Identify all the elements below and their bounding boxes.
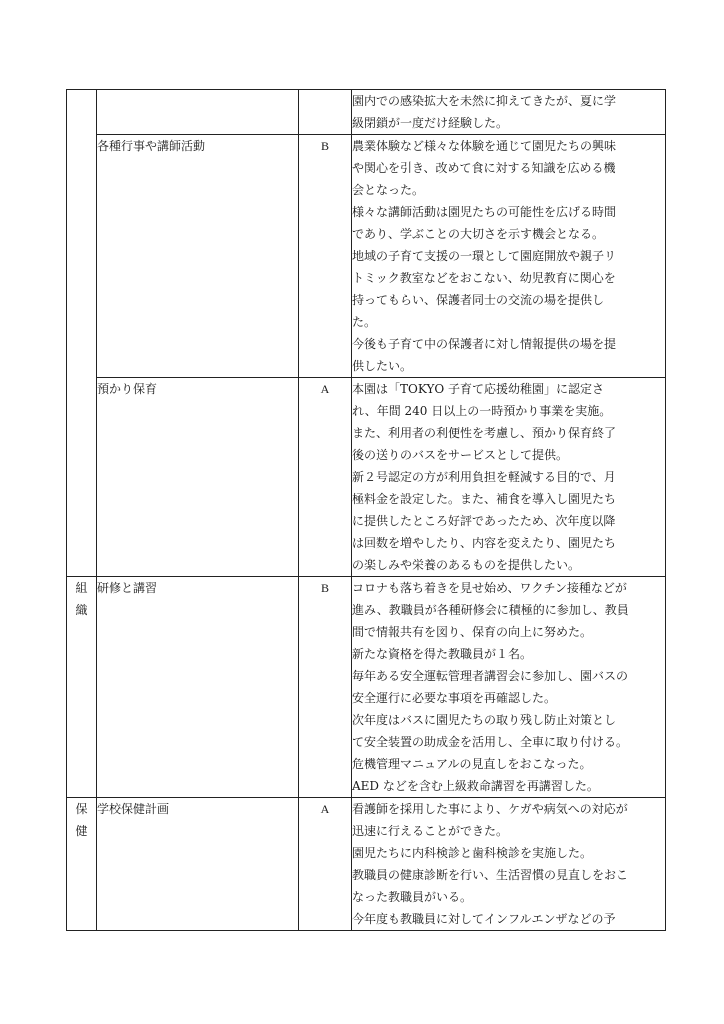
note-line: 危機管理マニュアルの見直しをおこなった。 [352, 757, 592, 771]
category-char: 織 [75, 603, 88, 617]
item-cell: 研修と講習 [97, 577, 299, 798]
note-line: 園内での感染拡大を未然に抑えてきたが、夏に学 [352, 94, 617, 108]
note-line: 級閉鎖が一度だけ経験した。 [352, 116, 509, 130]
note-line: 様々な講師活動は園児たちの可能性を広げる時間 [352, 205, 617, 219]
note-cell [352, 90, 666, 135]
note-line: に提供したところ好評であったため、次年度以降 [352, 514, 616, 528]
category-cell [67, 577, 97, 798]
table-row [67, 378, 666, 577]
grade-cell: B [299, 577, 352, 798]
table-row [67, 135, 666, 378]
note-line: 持ってもらい、保護者同士の交流の場を提供し [352, 293, 605, 307]
note-line: 極料金を設定した。また、補食を導入し園児たち [352, 492, 617, 506]
item-cell: 学校保健計画 [97, 798, 299, 931]
note-line: 園児たちに内科検診と歯科検診を実施した。 [352, 846, 593, 860]
grade-cell: B [299, 135, 352, 378]
note-line: 供したい。 [352, 359, 413, 373]
note-cell [352, 378, 666, 577]
item-cell: 預かり保育 [97, 378, 299, 577]
note-line: また、利用者の利便性を考慮し、預かり保育終了 [352, 426, 617, 440]
note-line: は回数を増やしたり、内容を変えたり、園児たち [352, 536, 617, 550]
note-line: や関心を引き、改めて食に対する知識を広める機 [352, 161, 616, 175]
note-line: 教職員の健康診断を行い、生活習慣の見直しをおこ [352, 868, 629, 882]
note-line: 後の送りのバスをサービスとして提供。 [352, 448, 569, 462]
note-line: 迅速に行えることができた。 [352, 824, 509, 838]
item-cell [97, 90, 299, 135]
note-cell [352, 798, 666, 931]
note-line: 本園は「TOKYO 子育て応援幼稚園」に認定さ [352, 382, 605, 396]
grade-cell [299, 90, 352, 135]
table-row [67, 798, 666, 931]
note-line: 毎年ある安全運転管理者講習会に参加し、園バスの [352, 669, 629, 683]
note-line: 安全運行に必要な事項を再確認した。 [352, 691, 557, 705]
note-line: なった教職員がいる。 [352, 890, 473, 904]
category-char: 組 [75, 581, 88, 595]
note-line: 今後も子育て中の保護者に対し情報提供の場を提 [352, 337, 617, 351]
note-line: AED などを含む上級救命講習を再講習した。 [352, 779, 599, 793]
evaluation-table [66, 89, 666, 931]
note-line: て安全装置の助成金を活用し、全車に取り付ける。 [352, 735, 629, 749]
note-line: 次年度はバスに園児たちの取り残し防止対策とし [352, 713, 617, 727]
note-cell [352, 577, 666, 798]
note-line: 会となった。 [352, 183, 425, 197]
note-line: 地域の子育て支援の一環として園庭開放や親子リ [352, 249, 617, 263]
note-line: トミック教室などをおこない、幼児教育に関心を [352, 271, 616, 285]
grade-cell: A [299, 798, 352, 931]
category-cell [67, 798, 97, 931]
item-cell: 各種行事や講師活動 [97, 135, 299, 378]
note-line: 新たな資格を得た教職員が１名。 [352, 647, 533, 661]
note-line: の楽しみや栄養のあるものを提供したい。 [352, 558, 581, 572]
note-line: 農業体験など様々な体験を通じて園児たちの興味 [352, 139, 617, 153]
note-line: 進み、教職員が各種研修会に積極的に参加し、教員 [352, 603, 629, 617]
grade-cell: A [299, 378, 352, 577]
category-cell-continued [67, 90, 97, 577]
note-line: た。 [352, 315, 377, 329]
table-row [67, 577, 666, 798]
category-char: 保 [75, 802, 88, 816]
note-line: 間で情報共有を図り、保育の向上に努めた。 [352, 625, 593, 639]
note-line: であり、学ぶことの大切さを示す機会となる。 [352, 227, 605, 241]
note-line: コロナも落ち着きを見せ始め、ワクチン接種などが [352, 581, 627, 595]
note-cell [352, 135, 666, 378]
table-row [67, 90, 666, 135]
note-line: 新２号認定の方が利用負担を軽減する目的で、月 [352, 470, 616, 484]
note-line: 今年度も教職員に対してインフルエンザなどの予 [352, 912, 616, 926]
note-line: れ、年間 240 日以上の一時預かり事業を実施。 [352, 404, 612, 418]
category-char: 健 [75, 824, 88, 838]
note-line: 看護師を採用した事により、ケガや病気への対応が [352, 802, 628, 816]
